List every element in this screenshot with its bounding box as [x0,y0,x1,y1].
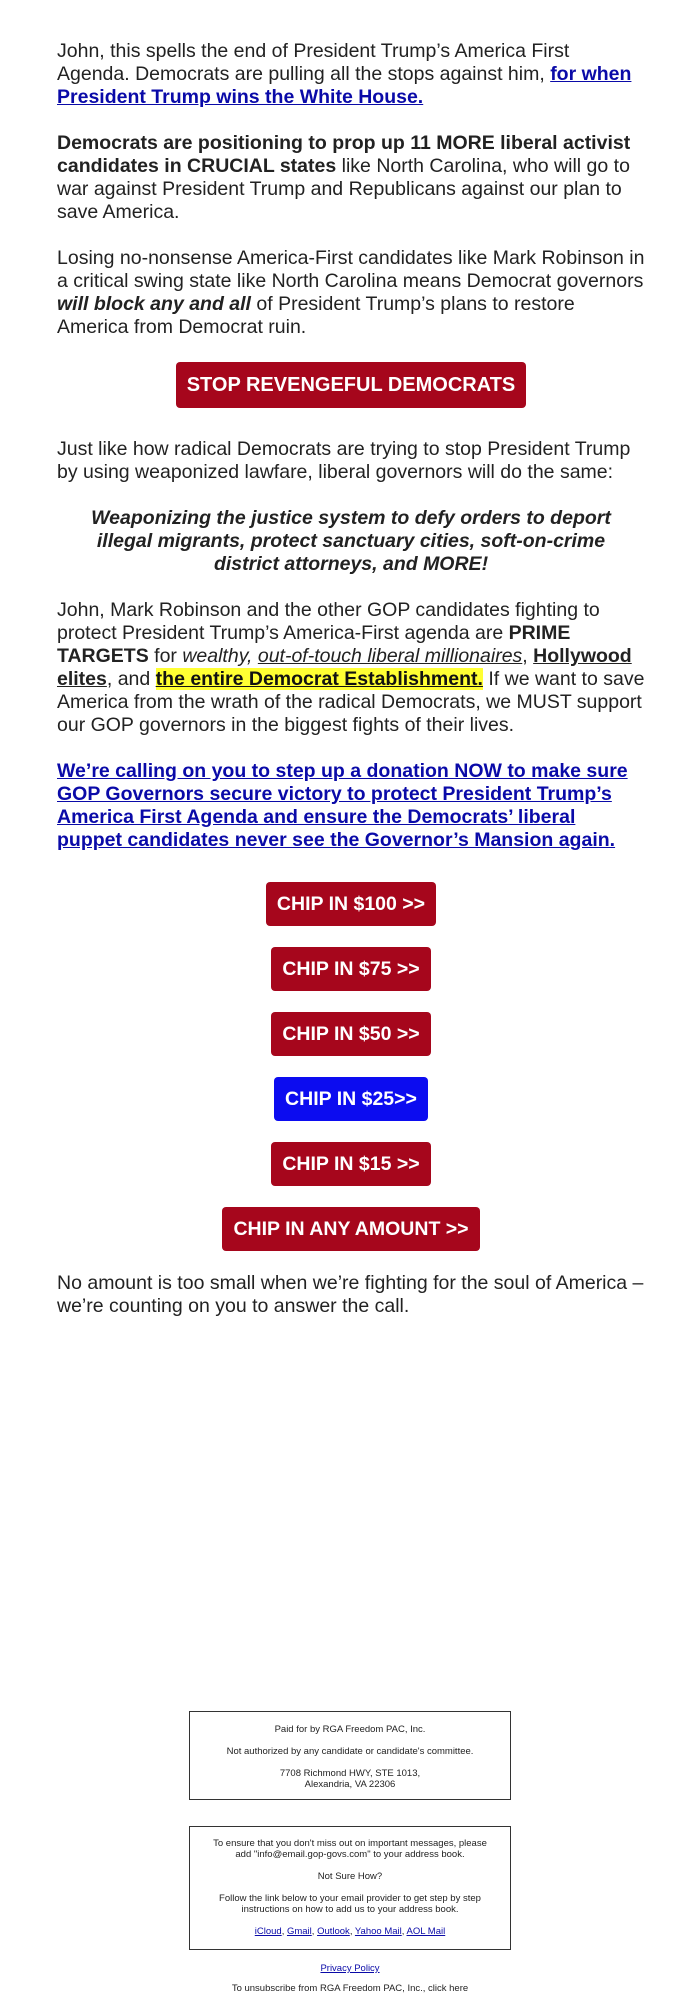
chip-50-button[interactable]: CHIP IN $50 >> [271,1012,430,1056]
chip-any-amount-button[interactable]: CHIP IN ANY AMOUNT >> [222,1207,479,1251]
not-sure-text: Not Sure How? [317,1871,383,1882]
positioning-paragraph [57,132,645,224]
privacy-policy-link[interactable]: Privacy Policy [320,1963,380,1974]
gmail-link[interactable]: Gmail [286,1926,312,1937]
cta-button-wrap [57,362,645,438]
address-line-1: 7708 Richmond HWY, STE 1013, [279,1768,421,1779]
intro-paragraph [57,40,645,109]
swing-state-text-a: Losing no-nonsense America-First candidates like Mark Robinson in a critical swing state like North Carolina means Democrat governors [57,247,645,292]
aol-mail-link[interactable]: AOL Mail [406,1926,446,1937]
chip-in-buttons [57,882,645,1272]
address-book-intro: To ensure that you don't miss out on important messages, please add "info@email.gop-govs.com" to your address book. [213,1838,487,1860]
chip-row-25 [57,1077,645,1142]
chip-25-button[interactable]: CHIP IN $25>> [274,1077,428,1121]
sep: , [281,1926,287,1937]
weaponizing-quote: Weaponizing the justice system to defy orders to deport illegal migrants, protect sanctuary cities, soft-on-crime district attorneys, and MORE! [91,507,611,575]
chip-row-any [57,1207,645,1272]
democrat-establishment-highlight: the entire Democrat Establishment. [155,668,483,690]
donation-link[interactable]: We’re calling on you to step up a donation NOW to make sure GOP Governors secure victory to protect President Trump’s America First Agenda and ensure the Democrats’ liberal puppet candidates never see the Governor’s Mansion again. [57,760,628,851]
prime-targets-paragraph [57,599,645,737]
hollywood-elites: Hollywood elites [57,645,632,690]
prime-targets-text-a: John, Mark Robinson and the other GOP candidates fighting to protect President Trump’s America-First agenda are [57,599,600,644]
prime-targets-text-b: for [148,645,183,667]
positioning-bold-text: Democrats are positioning to prop up 11 MORE liberal activist candidates in CRUCIAL states [57,132,631,177]
millionaires-italic: out-of-touch liberal millionaires [257,645,523,667]
prime-targets-text-d: , and [106,668,156,690]
disclaimer-box [189,1711,511,1800]
chip-75-button[interactable]: CHIP IN $75 >> [271,947,430,991]
closing-paragraph: No amount is too small when we’re fighting for the soul of America – we’re counting on you to answer the call. [57,1272,644,1317]
positioning-text: like North Carolina, who will go to war against President Trump and Republicans against our plan to save America. [57,155,630,223]
yahoo-mail-link[interactable]: Yahoo Mail [354,1926,402,1937]
instructions-text: Follow the link below to your email provider to get step by step instructions on how to add us to your address book. [219,1893,481,1915]
prime-targets-bold: PRIME TARGETS [57,622,571,667]
stop-democrats-button[interactable]: STOP REVENGEFUL DEMOCRATS [176,362,527,408]
not-authorized-text: Not authorized by any candidate or candidate's committee. [226,1746,474,1757]
prime-targets-text-e: If we want to save America from the wrath of the radical Democrats, we MUST support our GOP governors in the biggest fights of their lives. [57,668,645,736]
sep: , [401,1926,407,1937]
white-house-link[interactable]: for when President Trump wins the White House. [57,63,632,108]
lawfare-paragraph: Just like how radical Democrats are trying to stop President Trump by using weaponized lawfare, liberal governors will do the same: [57,438,631,483]
unsubscribe-text[interactable]: To unsubscribe from RGA Freedom PAC, Inc., click here [231,1983,469,1994]
outlook-link[interactable]: Outlook [317,1926,350,1937]
chip-row-50 [57,1012,645,1077]
provider-links [204,1926,496,1937]
address-line-2: Alexandria, VA 22306 [304,1779,396,1790]
intro-text: John, this spells the end of President Trump’s America First Agenda. Democrats are pulling all the stops against him, [57,40,570,85]
swing-state-paragraph [57,247,645,339]
chip-15-button[interactable]: CHIP IN $15 >> [271,1142,430,1186]
swing-state-text-b: of President Trump’s plans to restore America from Democrat ruin. [57,293,575,338]
block-emphasis: will block any and all [57,293,251,315]
chip-row-75 [57,947,645,1012]
sep: , [311,1926,318,1937]
privacy-row [0,1963,700,1974]
wealthy-italic: wealthy, [182,645,258,667]
icloud-link[interactable]: iCloud [254,1926,282,1937]
email-body [57,40,645,1341]
paid-for-text: Paid for by RGA Freedom PAC, Inc. [274,1724,426,1735]
chip-100-button[interactable]: CHIP IN $100 >> [266,882,436,926]
chip-row-100 [57,882,645,947]
address-book-box [189,1826,511,1950]
prime-targets-text-c: , [522,645,534,667]
unsubscribe-row [0,1983,700,1994]
chip-row-15 [57,1142,645,1207]
sep: , [349,1926,355,1937]
